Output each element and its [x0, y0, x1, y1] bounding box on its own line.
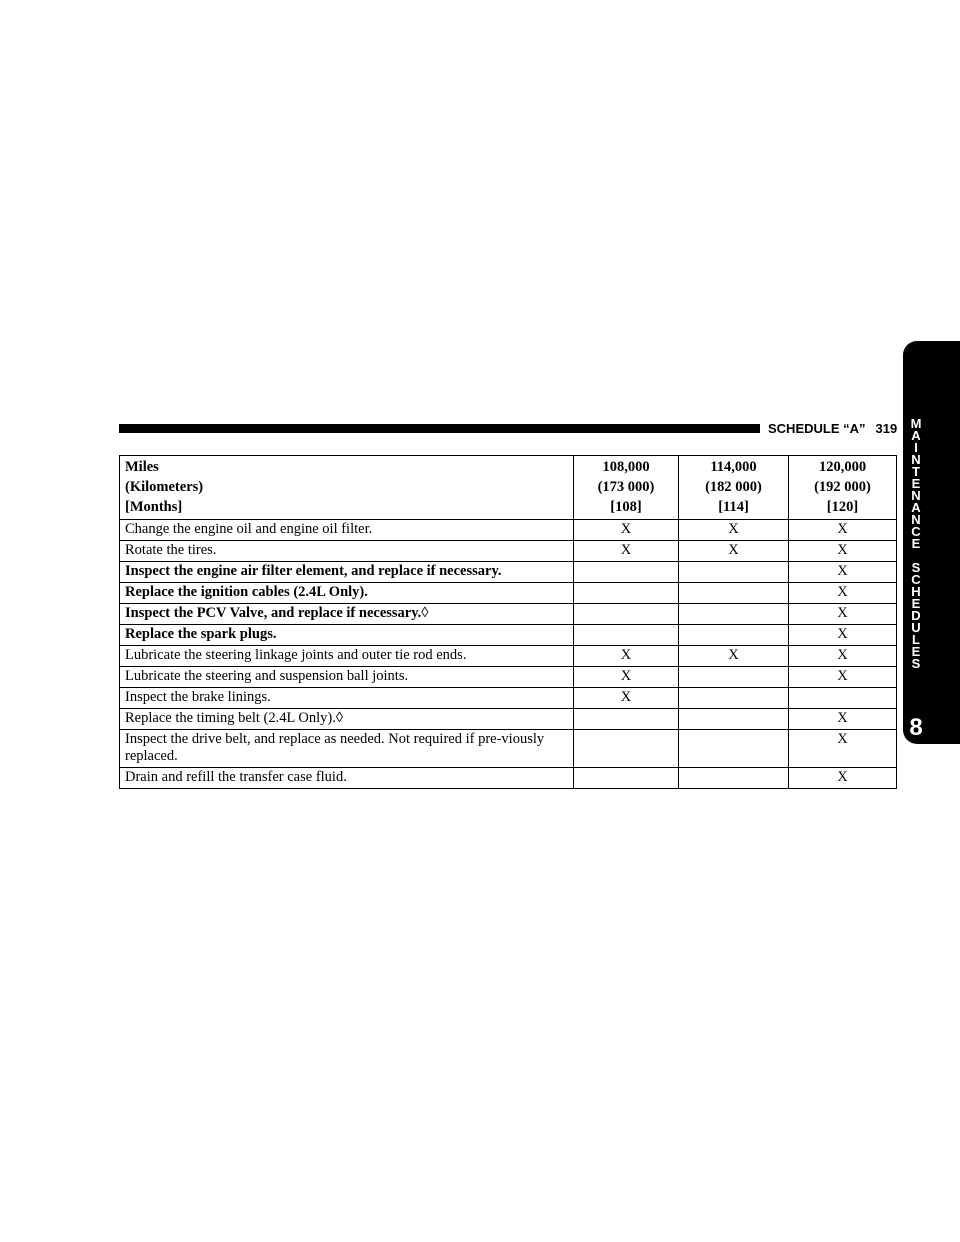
- table-row: [120, 730, 897, 768]
- interval-mark-cell: [574, 625, 679, 646]
- interval-mark-cell: [679, 730, 789, 768]
- task-cell: Inspect the brake linings.: [120, 688, 574, 709]
- interval-mark-cell: [574, 604, 679, 625]
- table-row: [120, 667, 897, 688]
- task-cell: Drain and refill the transfer case fluid.: [120, 768, 574, 789]
- interval-mark-cell: X: [679, 646, 789, 667]
- interval-km: (182 000): [705, 479, 762, 495]
- interval-mark-cell: X: [789, 625, 897, 646]
- table-row: [120, 625, 897, 646]
- interval-mark-cell: X: [789, 583, 897, 604]
- section-title: SCHEDULE “A”: [768, 421, 866, 436]
- tab-letter: E: [911, 536, 921, 551]
- interval-mark-cell: [679, 709, 789, 730]
- interval-mark-cell: X: [789, 768, 897, 789]
- tab-letter: I: [914, 440, 918, 455]
- task-cell: Replace the timing belt (2.4L Only).◊: [120, 709, 574, 730]
- maintenance-schedule-table: [119, 455, 897, 789]
- interval-column-1: [574, 456, 679, 520]
- interval-mark-cell: [679, 583, 789, 604]
- interval-mark-cell: X: [574, 520, 679, 541]
- task-cell: Inspect the PCV Valve, and replace if necessary.◊: [120, 604, 574, 625]
- tab-letter: A: [911, 500, 921, 515]
- interval-mark-cell: [679, 768, 789, 789]
- interval-km: (192 000): [814, 479, 871, 495]
- interval-column-2: [679, 456, 789, 520]
- interval-months: [114]: [718, 499, 749, 515]
- header-label-months: [Months]: [125, 499, 183, 515]
- header-label-miles: Miles: [125, 459, 159, 475]
- header-label-kilometers: (Kilometers): [125, 479, 204, 495]
- interval-miles: 120,000: [818, 459, 867, 475]
- interval-miles: 108,000: [602, 459, 650, 475]
- table-row: [120, 646, 897, 667]
- task-cell: Rotate the tires.: [120, 541, 574, 562]
- task-cell: Lubricate the steering and suspension ball joints.: [120, 667, 574, 688]
- page-number: 319: [875, 421, 898, 436]
- tab-letter: E: [911, 476, 921, 491]
- tab-letter: T: [912, 464, 920, 479]
- task-cell: Inspect the engine air filter element, and replace if necessary.: [120, 562, 574, 583]
- tab-letter: N: [911, 512, 921, 527]
- interval-miles: 114,000: [710, 459, 757, 475]
- tab-letter: U: [911, 620, 921, 635]
- tab-letter: N: [911, 488, 921, 503]
- interval-months: [108]: [610, 499, 642, 515]
- table-row: [120, 520, 897, 541]
- interval-mark-cell: [679, 604, 789, 625]
- tab-letter: H: [911, 584, 921, 599]
- task-cell: Inspect the drive belt, and replace as needed. Not required if pre-viously replaced.: [120, 730, 574, 768]
- interval-column-3: [789, 456, 897, 520]
- interval-mark-cell: [679, 625, 789, 646]
- task-cell: Replace the spark plugs.: [120, 625, 574, 646]
- interval-mark-cell: [789, 688, 897, 709]
- tab-letter: S: [911, 656, 921, 671]
- interval-mark-cell: [574, 709, 679, 730]
- interval-mark-cell: X: [574, 541, 679, 562]
- interval-mark-cell: X: [789, 541, 897, 562]
- interval-mark-cell: X: [574, 646, 679, 667]
- table-header-row: [120, 456, 897, 520]
- interval-mark-cell: X: [574, 688, 679, 709]
- table-row: [120, 768, 897, 789]
- table-row: [120, 583, 897, 604]
- tab-letter: D: [911, 608, 921, 623]
- interval-mark-cell: [574, 562, 679, 583]
- interval-mark-cell: [679, 562, 789, 583]
- interval-mark-cell: X: [789, 520, 897, 541]
- interval-mark-cell: [574, 730, 679, 768]
- chapter-number: 8: [909, 714, 923, 741]
- interval-mark-cell: [574, 583, 679, 604]
- interval-mark-cell: X: [789, 604, 897, 625]
- table-row: [120, 541, 897, 562]
- chapter-tab-label: [903, 418, 929, 670]
- tab-letter: E: [911, 596, 921, 611]
- table-row: [120, 688, 897, 709]
- interval-mark-cell: X: [789, 646, 897, 667]
- task-cell: Replace the ignition cables (2.4L Only).: [120, 583, 574, 604]
- interval-mark-cell: X: [789, 667, 897, 688]
- interval-mark-cell: X: [574, 667, 679, 688]
- tab-letter: C: [911, 572, 921, 587]
- tab-letter: N: [911, 452, 921, 467]
- interval-mark-cell: X: [679, 541, 789, 562]
- header-rule: [119, 424, 760, 433]
- table-row: [120, 709, 897, 730]
- interval-mark-cell: X: [789, 709, 897, 730]
- tab-letter: S: [911, 560, 921, 575]
- interval-months: [120]: [826, 499, 859, 515]
- tab-letter: C: [911, 524, 921, 539]
- interval-mark-cell: X: [789, 730, 897, 768]
- tab-letter: M: [910, 416, 922, 431]
- page-header: [768, 419, 897, 438]
- tab-letter: E: [911, 644, 921, 659]
- interval-mark-cell: X: [789, 562, 897, 583]
- tab-letter: L: [912, 632, 920, 647]
- task-cell: Lubricate the steering linkage joints and outer tie rod ends.: [120, 646, 574, 667]
- interval-mark-cell: [679, 667, 789, 688]
- header-labels: [120, 456, 574, 520]
- tab-letter: A: [911, 428, 921, 443]
- interval-mark-cell: [574, 768, 679, 789]
- table-row: [120, 562, 897, 583]
- interval-mark-cell: [679, 688, 789, 709]
- interval-mark-cell: X: [679, 520, 789, 541]
- interval-km: (173 000): [597, 479, 655, 495]
- task-cell: Change the engine oil and engine oil filter.: [120, 520, 574, 541]
- table-row: [120, 604, 897, 625]
